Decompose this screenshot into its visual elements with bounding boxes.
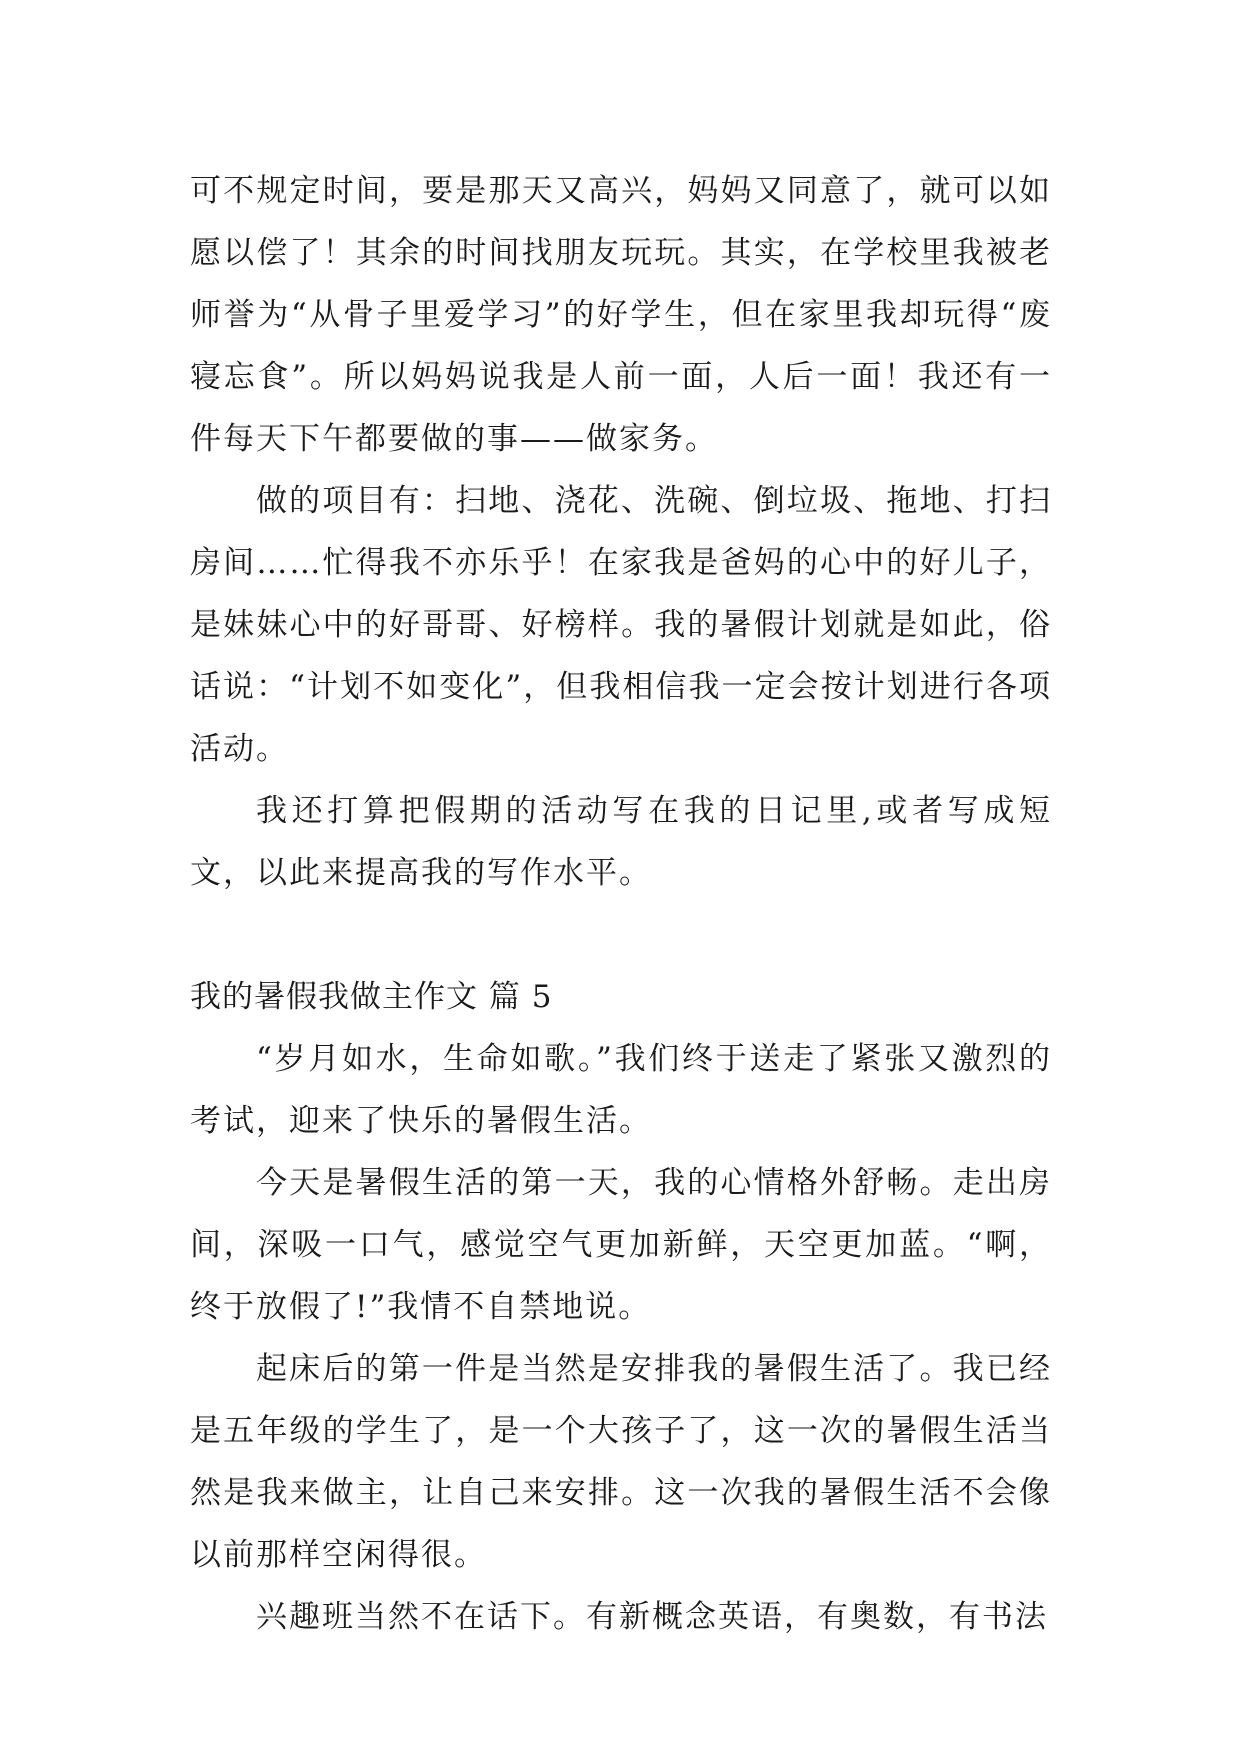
paragraph-continuation: 可不规定时间，要是那天又高兴，妈妈又同意了，就可以如愿以偿了！其余的时间找朋友玩玩。其实，在学校里我被老师誉为“从骨子里爱学习”的好学生，但在家里我却玩得“废寝忘食”。所以妈妈说我是人前一面，人后一面！我还有一件每天下午都要做的事——做家务。 xyxy=(190,173,1052,457)
section-spacer xyxy=(190,904,1052,966)
paragraph-diary-plan: 我还打算把假期的活动写在我的日记里,或者写成短文，以此来提高我的写作水平。 xyxy=(190,793,1052,891)
paragraph-interest-classes: 兴趣班当然不在话下。有新概念英语，有奥数，有书法 xyxy=(256,1599,1048,1635)
paragraph-chores: 做的项目有：扫地、浇花、洗碗、倒垃圾、拖地、打扫房间……忙得我不亦乐乎！在家我是爸妈的心中的好儿子，是妹妹心中的好哥哥、好榜样。我的暑假计划就是如此，俗话说：“计划不如变化”，但我相信我一定会按计划进行各项活动。 xyxy=(190,483,1052,767)
paragraph-planning: 起床后的第一件是当然是安排我的暑假生活了。我已经是五年级的学生了，是一个大孩子了，这一次的暑假生活当然是我来做主，让自己来安排。这一次我的暑假生活不会像以前那样空闲得很。 xyxy=(190,1351,1052,1573)
section-title: 我的暑假我做主作文 篇 5 xyxy=(190,979,553,1015)
document-body xyxy=(190,160,1052,1648)
paragraph-first-day: 今天是暑假生活的第一天，我的心情格外舒畅。走出房间，深吸一口气，感觉空气更加新鲜，天空更加蓝。“啊，终于放假了!”我情不自禁地说。 xyxy=(190,1165,1052,1325)
paragraph-opening-quote: “岁月如水，生命如歌。”我们终于送走了紧张又激烈的考试，迎来了快乐的暑假生活。 xyxy=(190,1041,1052,1139)
